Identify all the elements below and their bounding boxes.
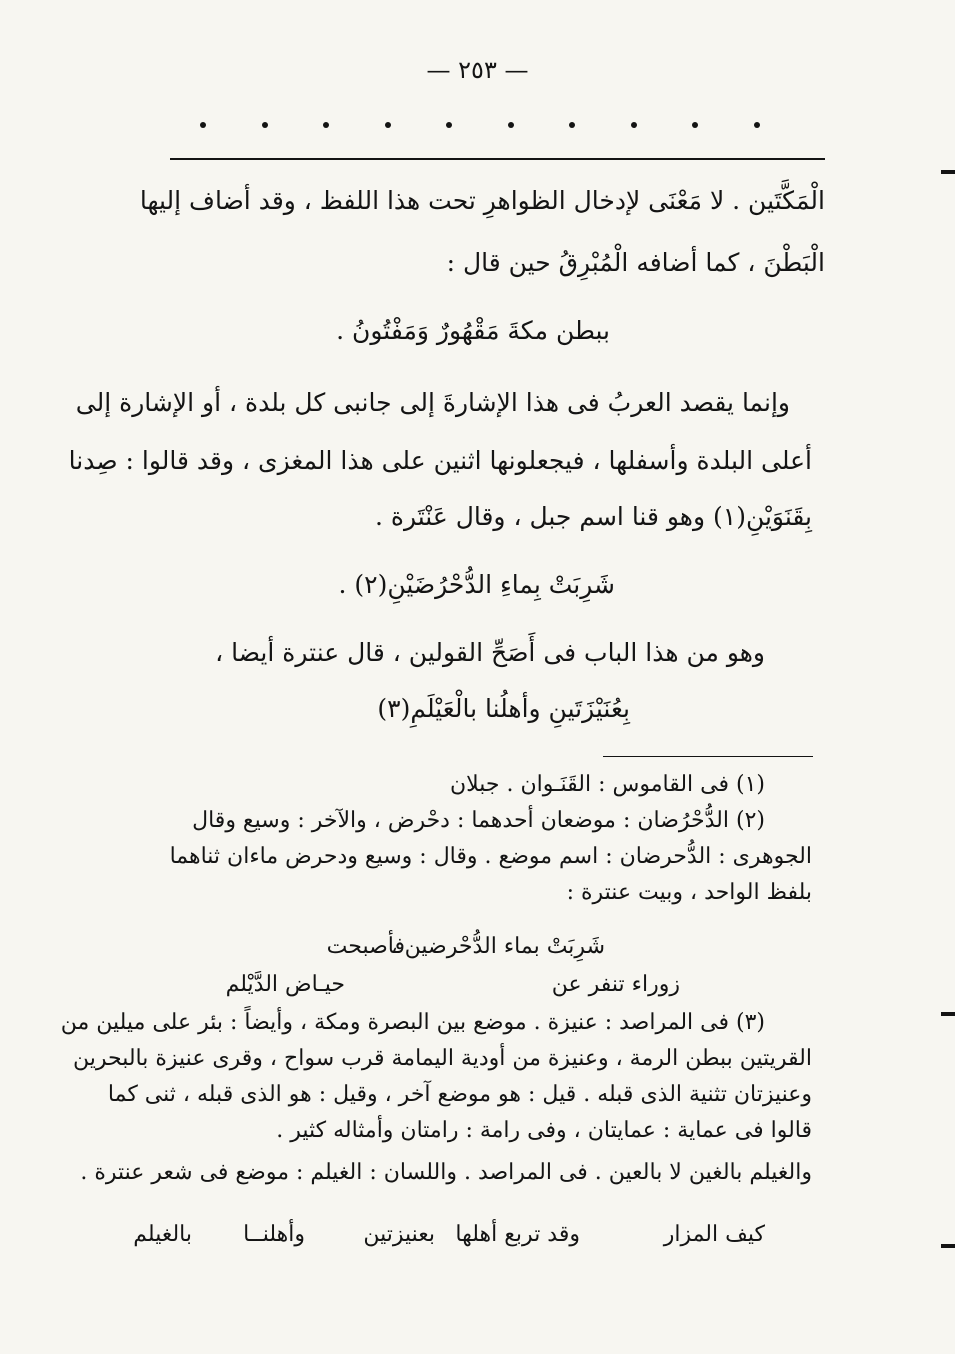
margin-mark: [941, 1012, 955, 1016]
ornament-dot: [262, 122, 268, 128]
footnote-verse: بعنيزتين: [363, 1222, 435, 1247]
ornament-dot: [754, 122, 760, 128]
ornament-dots: [200, 122, 760, 128]
ornament-dot: [631, 122, 637, 128]
footnote-line: القريتين ببطن الرمة ، وعنيزة من أودية اليمامة قرب سواح ، وقرى عنيزة بالبحرين: [73, 1046, 812, 1071]
body-line: وإنما يقصد العربُ فى هذا الإشارةَ إلى جانبى كل بلدة ، أو الإشارة إلى: [75, 388, 790, 417]
ornament-dot: [569, 122, 575, 128]
footnote-verse: شَرِبَتْ بماء الدُّحْرضين ،: [390, 934, 605, 959]
footnote-verse: زوراء تنفر عن: [551, 972, 680, 997]
footnote-verse: كيف المزار: [663, 1222, 765, 1247]
footnote-verse: بالغيلم: [133, 1222, 192, 1247]
ornament-dot: [200, 122, 206, 128]
ornament-dot: [385, 122, 391, 128]
footnote-line: الجوهرى : الدُّحرضان : اسم موضع . وقال : وسيع ودحرض ماءان ثناهما: [169, 844, 812, 869]
ornament-dot: [508, 122, 514, 128]
footnote-1: (١) فى القاموس : القَنَـوان . جبلان: [449, 772, 765, 797]
ornament-dot: [446, 122, 452, 128]
margin-mark: [941, 170, 955, 174]
footnote-3: (٣) فى المراصد : عنيزة . موضع بين البصرة ومكة ، وأيضاً : بئر على ميلين من: [60, 1010, 765, 1035]
body-line: الْبَطْنَ ، كما أضافه الْمُبْرِقُ حين قال :: [446, 248, 825, 277]
footnote-verse: وقد تربع أهلها: [455, 1222, 580, 1247]
footnote-rule: [603, 756, 813, 757]
footnote-line: قالوا فى عماية : عمايتان ، وفى رامة : رامتان وأمثاله كثير .: [276, 1118, 812, 1143]
body-line: بِقَنَوَيْنِ(١) وهو قنا اسم جبل ، وقال عَنْتَرة .: [374, 502, 812, 531]
verse-line: ببطن مكةَ مَقْهُورٌ وَمَفْتُونُ .: [336, 316, 610, 345]
verse-line: شَرِبَتْ بِماءِ الدُّحْرُضَيْنِ(٢) .: [338, 570, 615, 599]
body-line: الْمَكَّتَين . لا مَعْنَى لإدخال الظواهرِ تحت هذا اللفظ ، وقد أضاف إليها: [139, 186, 825, 215]
page-number: — ٢٥٣ —: [426, 56, 529, 84]
body-line: أعلى البلدة وأسفلها ، فيجعلونها اثنين على هذا المغزى ، وقد قالوا : صِدنا: [68, 446, 812, 475]
footnote-line: بلفظ الواحد ، وبيت عنترة :: [566, 880, 812, 905]
margin-mark: [941, 1244, 955, 1248]
footnote-line: والغيلم بالغين لا بالعين . فى المراصد . واللسان : الغيلم : موضع فى شعر عنترة .: [80, 1160, 812, 1185]
footnote-verse: وأهلنــا: [243, 1222, 305, 1247]
footnote-verse: حيـاض الدَّيْلم: [225, 972, 345, 997]
ornament-dot: [692, 122, 698, 128]
body-line: وهو من هذا الباب فى أَصَحِّ القولين ، قال عنترة أيضا ،: [215, 638, 765, 667]
ornament-dot: [323, 122, 329, 128]
footnote-verse: فأصبحت: [326, 934, 405, 959]
verse-line: بِعُنَيْزَتَينِ وأهلُنا بالْعَيْلَمِ(٣): [377, 694, 630, 723]
footnote-line: وعنيزتان تثنية الذى قبله . قيل : هو موضع آخر ، وقيل : هو الذى قبله ، ثنى كما: [107, 1082, 812, 1107]
footnote-2: (٢) الدُّحْرُضان : موضعان أحدهما : دحْرض ، والآخر : وسيع وقال: [192, 808, 765, 833]
header-rule: [170, 158, 825, 160]
